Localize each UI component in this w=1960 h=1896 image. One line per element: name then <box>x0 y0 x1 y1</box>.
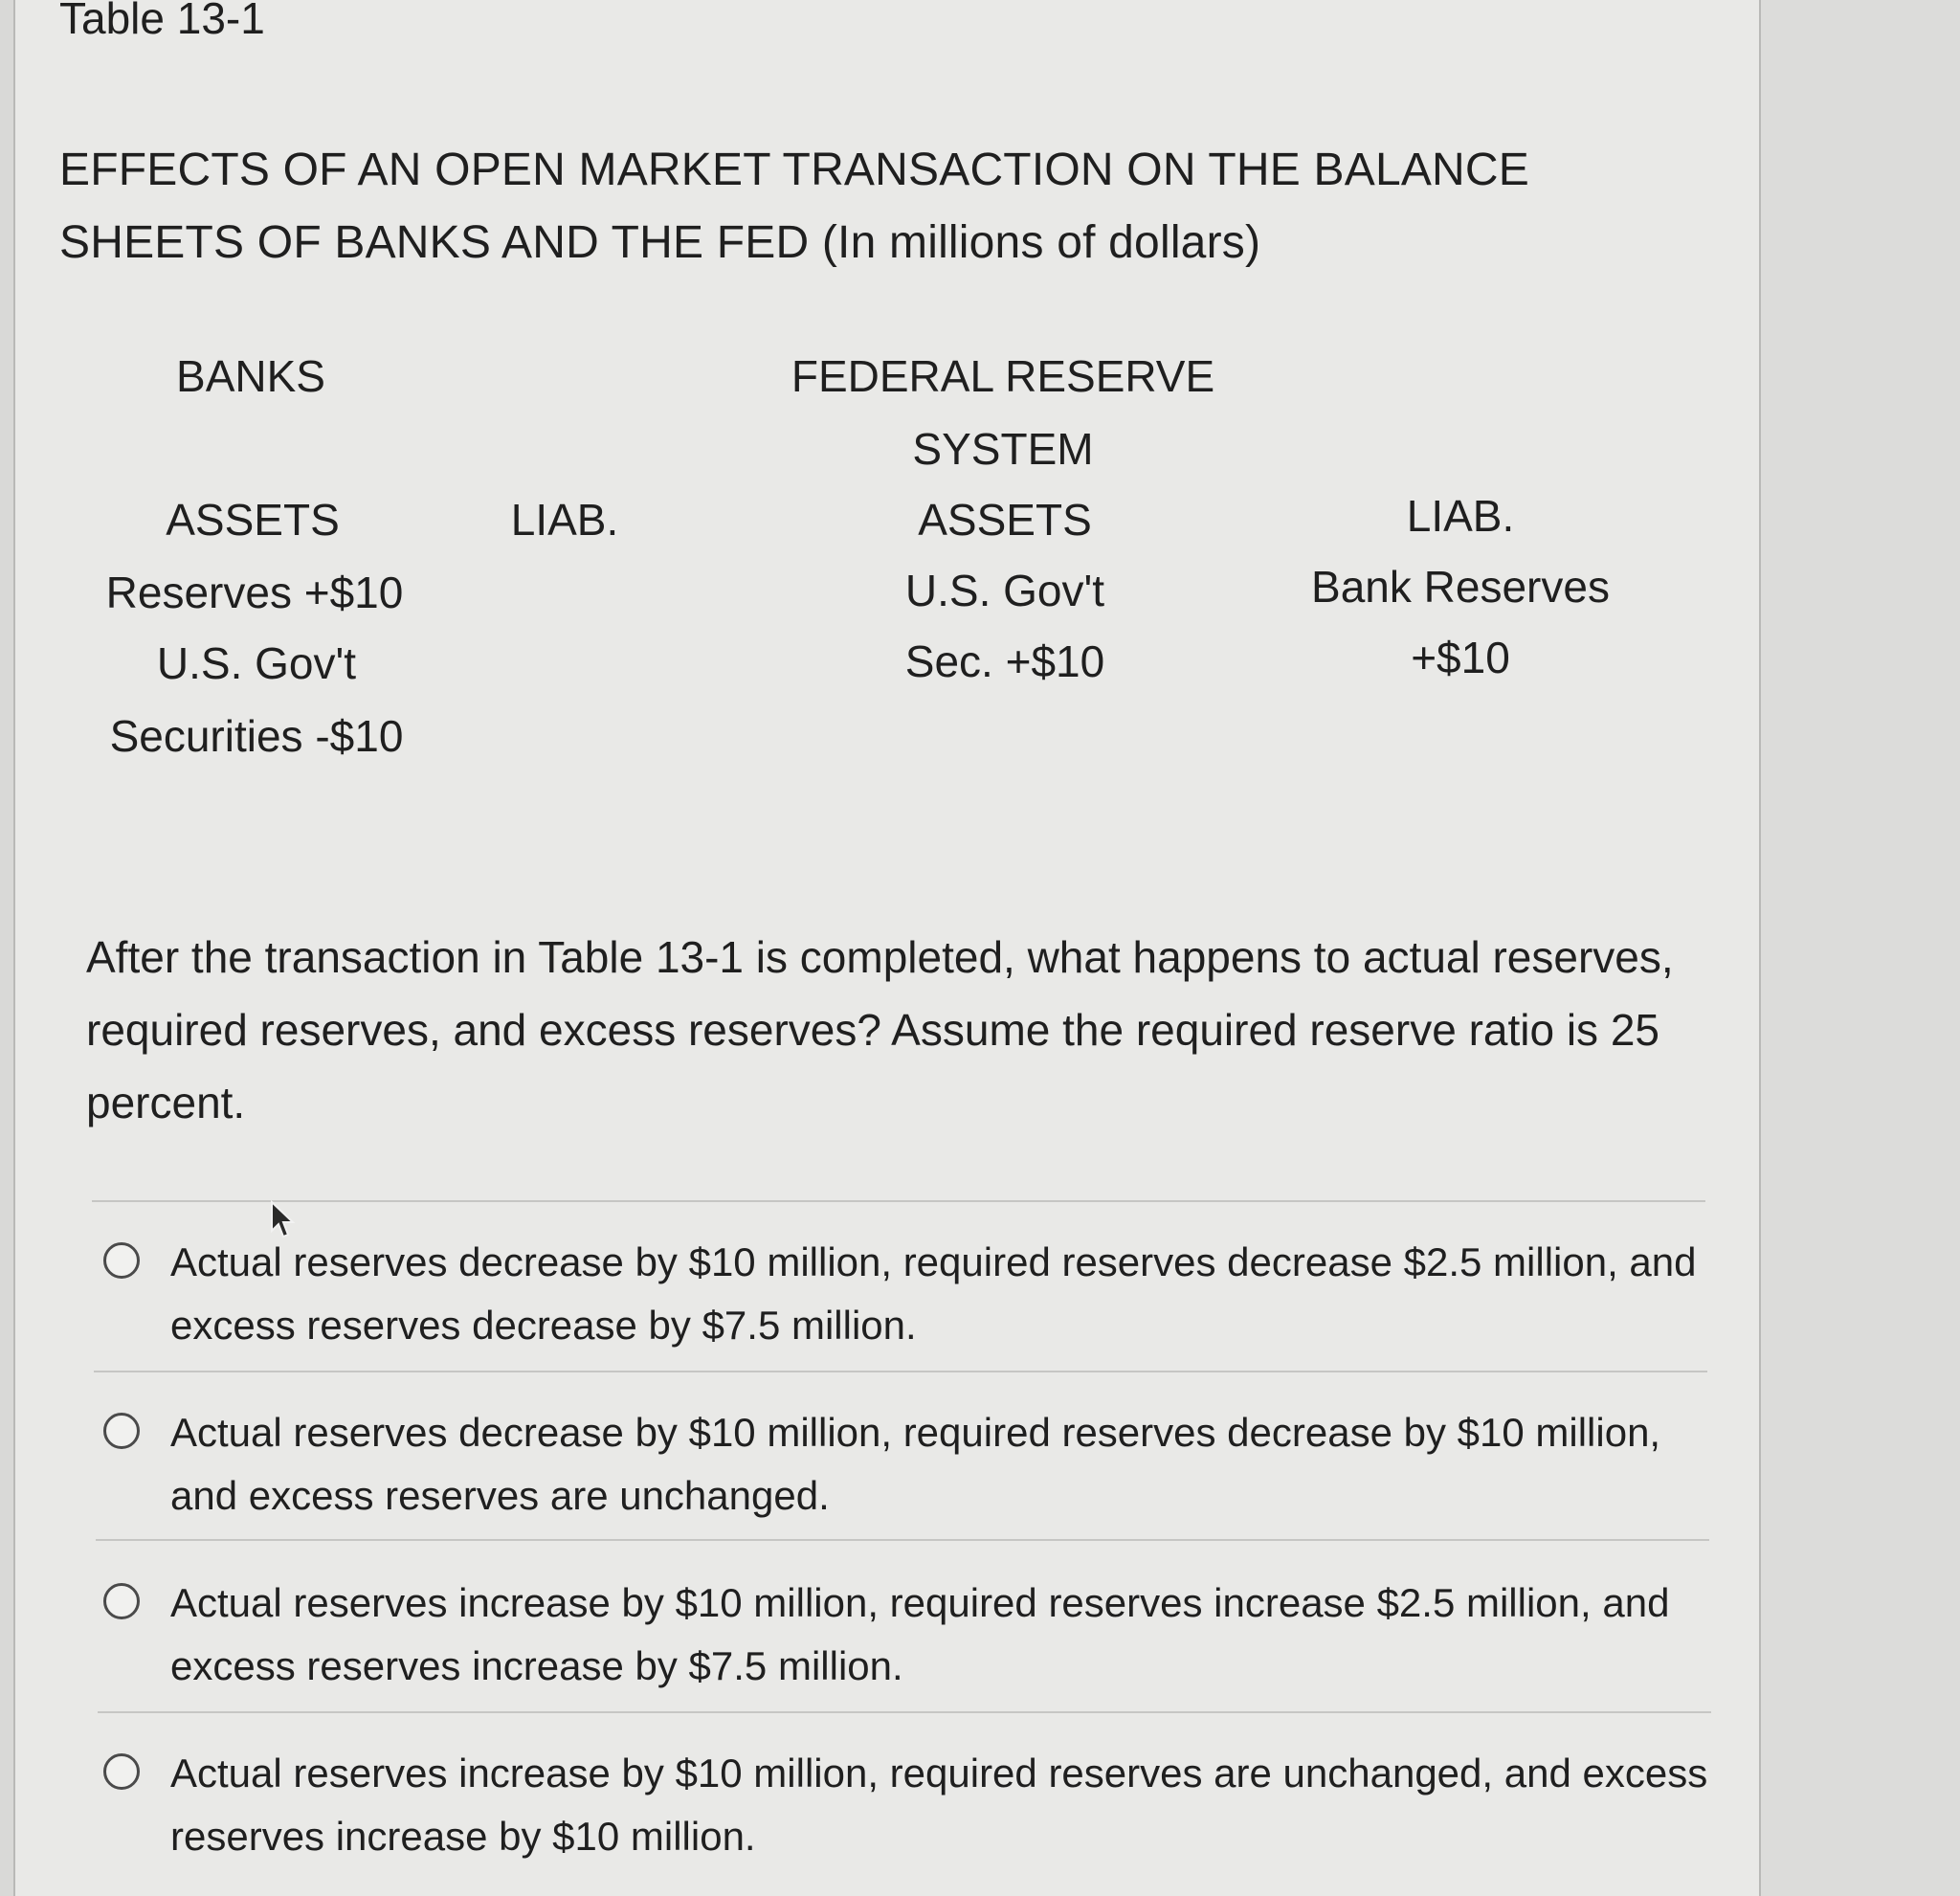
right-margin <box>1761 0 1960 1896</box>
radio-button-option-1[interactable] <box>103 1242 140 1279</box>
answer-option-4-text[interactable]: Actual reserves increase by $10 million, required reserves are unchanged, and excess reserves increase by $10 million. <box>170 1751 1708 1859</box>
banks-assets-line-3: Securities -$10 <box>109 711 404 761</box>
radio-button-option-2[interactable] <box>103 1413 140 1449</box>
table-label: Table 13-1 <box>59 0 265 43</box>
banks-assets-header: ASSETS <box>166 495 340 545</box>
banks-liab-header: LIAB. <box>510 495 619 545</box>
table-heading <box>59 134 1529 279</box>
fed-assets-line-2: Sec. +$10 <box>904 636 1105 686</box>
banks-assets-line-1: Reserves +$10 <box>105 568 404 617</box>
fed-title-line-2: SYSTEM <box>912 424 1094 474</box>
fed-liab-line-1: Bank Reserves <box>1311 562 1610 612</box>
table-heading-line-1: EFFECTS OF AN OPEN MARKET TRANSACTION ON THE BALANCE <box>59 145 1529 195</box>
banks-title: BANKS <box>176 351 325 401</box>
radio-button-option-4[interactable] <box>103 1753 140 1790</box>
option-divider <box>96 1539 1709 1541</box>
radio-button-option-3[interactable] <box>103 1583 140 1619</box>
banks-assets-line-2: U.S. Gov't <box>156 638 357 688</box>
option-divider <box>92 1200 1705 1202</box>
answer-option-2-text[interactable]: Actual reserves decrease by $10 million, required reserves decrease by $10 million, and excess reserves are unchanged. <box>170 1410 1661 1518</box>
fed-title-line-1: FEDERAL RESERVE <box>791 351 1215 401</box>
fed-liab-header: LIAB. <box>1406 491 1515 541</box>
fed-liab-line-2: +$10 <box>1411 633 1510 682</box>
fed-assets-line-1: U.S. Gov't <box>904 566 1105 615</box>
table-heading-line-2: SHEETS OF BANKS AND THE FED (In millions of dollars) <box>59 217 1261 268</box>
question-text: After the transaction in Table 13-1 is completed, what happens to actual reserves, required reserves, and excess reserves? Assume the required reserve ratio is 25 percent. <box>86 932 1674 1127</box>
option-divider <box>94 1371 1707 1372</box>
answer-option-1-text[interactable]: Actual reserves decrease by $10 million, required reserves decrease $2.5 million, and excess reserves decrease by $7.5 million. <box>170 1239 1697 1348</box>
fed-assets-header: ASSETS <box>918 495 1092 545</box>
answer-option-3-text[interactable]: Actual reserves increase by $10 million, required reserves increase $2.5 million, and excess reserves increase by $7.5 million. <box>170 1580 1670 1688</box>
option-divider <box>98 1711 1711 1713</box>
mouse-pointer-icon <box>270 1200 299 1240</box>
